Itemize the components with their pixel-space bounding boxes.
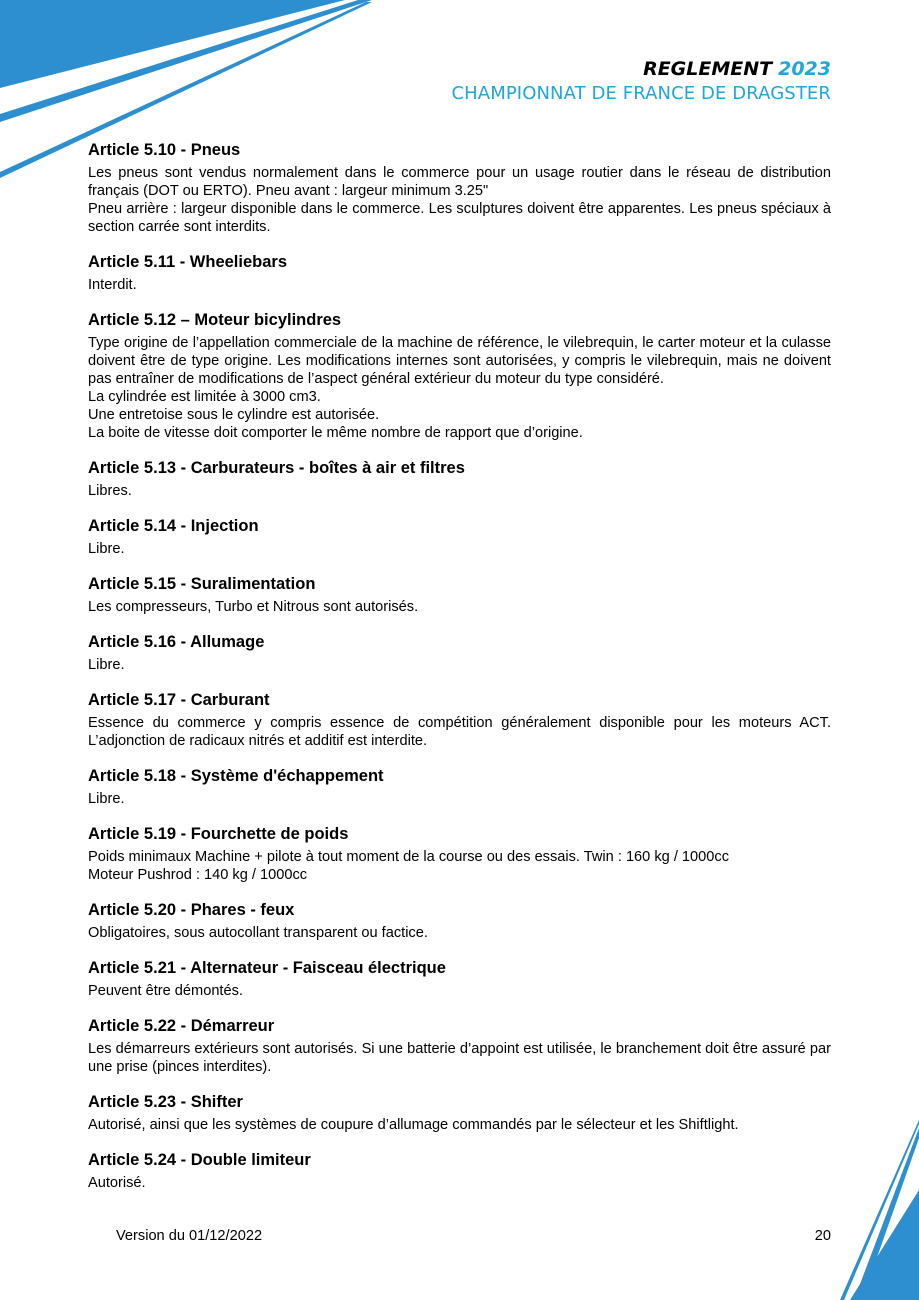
article-paragraph: Autorisé. bbox=[88, 1175, 146, 1191]
article-section bbox=[88, 1092, 831, 1134]
article-section bbox=[88, 958, 831, 1000]
article-section bbox=[88, 824, 831, 884]
article-section bbox=[88, 1150, 831, 1192]
article-heading: Article 5.16 - Allumage bbox=[88, 633, 265, 651]
article-section bbox=[88, 1016, 831, 1076]
header-title-line bbox=[451, 57, 831, 81]
article-heading: Article 5.24 - Double limiteur bbox=[88, 1151, 311, 1169]
article-section bbox=[88, 310, 831, 442]
article-paragraph: Libre. bbox=[88, 657, 125, 673]
article-section bbox=[88, 574, 831, 616]
article-heading: Article 5.14 - Injection bbox=[88, 517, 259, 535]
corner-stripes-bottom-right bbox=[840, 1120, 919, 1300]
article-heading: Article 5.20 - Phares - feux bbox=[88, 901, 295, 919]
article-paragraph: Moteur Pushrod : 140 kg / 1000cc bbox=[88, 867, 308, 883]
article-heading: Article 5.11 - Wheeliebars bbox=[88, 253, 288, 271]
header-title: REGLEMENT bbox=[643, 58, 773, 80]
article-section bbox=[88, 690, 831, 750]
article-paragraph: Pneu arrière : largeur disponible dans le commerce. Les sculptures doivent être apparentes. Les pneus spéciaux à section carrée sont interdits. bbox=[88, 201, 831, 235]
article-heading: Article 5.23 - Shifter bbox=[88, 1093, 243, 1111]
article-section bbox=[88, 458, 831, 500]
article-paragraph: Autorisé, ainsi que les systèmes de coupure d’allumage commandés par le sélecteur et les Shiftlight. bbox=[88, 1117, 739, 1133]
article-paragraph: La cylindrée est limitée à 3000 cm3. bbox=[88, 389, 321, 405]
header-subtitle: CHAMPIONNAT DE FRANCE DE DRAGSTER bbox=[451, 83, 831, 104]
footer-version: Version du 01/12/2022 bbox=[116, 1228, 263, 1244]
article-section bbox=[88, 632, 831, 674]
article-heading: Article 5.12 – Moteur bicylindres bbox=[88, 311, 342, 329]
article-heading: Article 5.10 - Pneus bbox=[88, 141, 241, 159]
article-paragraph: Obligatoires, sous autocollant transparent ou factice. bbox=[88, 925, 428, 941]
article-heading: Article 5.13 - Carburateurs - boîtes à air et filtres bbox=[88, 459, 465, 477]
document-header bbox=[451, 57, 831, 107]
article-paragraph: Libres. bbox=[88, 483, 132, 499]
page-number: 20 bbox=[814, 1228, 831, 1244]
article-paragraph: Essence du commerce y compris essence de compétition généralement disponible pour les moteurs ACT. L’adjonction de radicaux nitrés et additif est interdite. bbox=[88, 715, 831, 749]
article-heading: Article 5.22 - Démarreur bbox=[88, 1017, 275, 1035]
article-paragraph: Libre. bbox=[88, 541, 125, 557]
article-heading: Article 5.21 - Alternateur - Faisceau électrique bbox=[88, 959, 446, 977]
article-paragraph: Une entretoise sous le cylindre est autorisée. bbox=[88, 407, 380, 423]
article-section bbox=[88, 252, 831, 294]
articles-list bbox=[88, 140, 831, 1208]
article-paragraph: Poids minimaux Machine + pilote à tout moment de la course ou des essais. Twin : 160 kg / 1000cc bbox=[88, 849, 729, 865]
article-heading: Article 5.19 - Fourchette de poids bbox=[88, 825, 349, 843]
article-section bbox=[88, 140, 831, 236]
article-paragraph: Libre. bbox=[88, 791, 125, 807]
article-paragraph: Les démarreurs extérieurs sont autorisés. Si une batterie d’appoint est utilisée, le branchement doit être assuré par une prise (pinces interdites). bbox=[88, 1041, 831, 1075]
article-paragraph: La boite de vitesse doit comporter le même nombre de rapport que d’origine. bbox=[88, 425, 583, 441]
article-paragraph: Les pneus sont vendus normalement dans le commerce pour un usage routier dans le réseau de distribution français (DOT ou ERTO). Pneu avant : largeur minimum 3.25" bbox=[88, 165, 831, 199]
article-paragraph: Peuvent être démontés. bbox=[88, 983, 243, 999]
article-heading: Article 5.15 - Suralimentation bbox=[88, 575, 316, 593]
article-heading: Article 5.18 - Système d'échappement bbox=[88, 767, 384, 785]
article-paragraph: Interdit. bbox=[88, 277, 137, 293]
article-section bbox=[88, 900, 831, 942]
article-section bbox=[88, 766, 831, 808]
article-section bbox=[88, 516, 831, 558]
article-paragraph: Les compresseurs, Turbo et Nitrous sont autorisés. bbox=[88, 599, 419, 615]
article-heading: Article 5.17 - Carburant bbox=[88, 691, 270, 709]
header-year: 2023 bbox=[778, 58, 831, 80]
article-paragraph: Type origine de l’appellation commerciale de la machine de référence, le vilebrequin, le carter moteur et la culasse doivent être de type origine. Les modifications internes sont autorisées, y compris le vilebrequin, mais ne doivent pas entraîner de modifications de l’aspect général extérieur du moteur du type considéré. bbox=[88, 335, 831, 387]
